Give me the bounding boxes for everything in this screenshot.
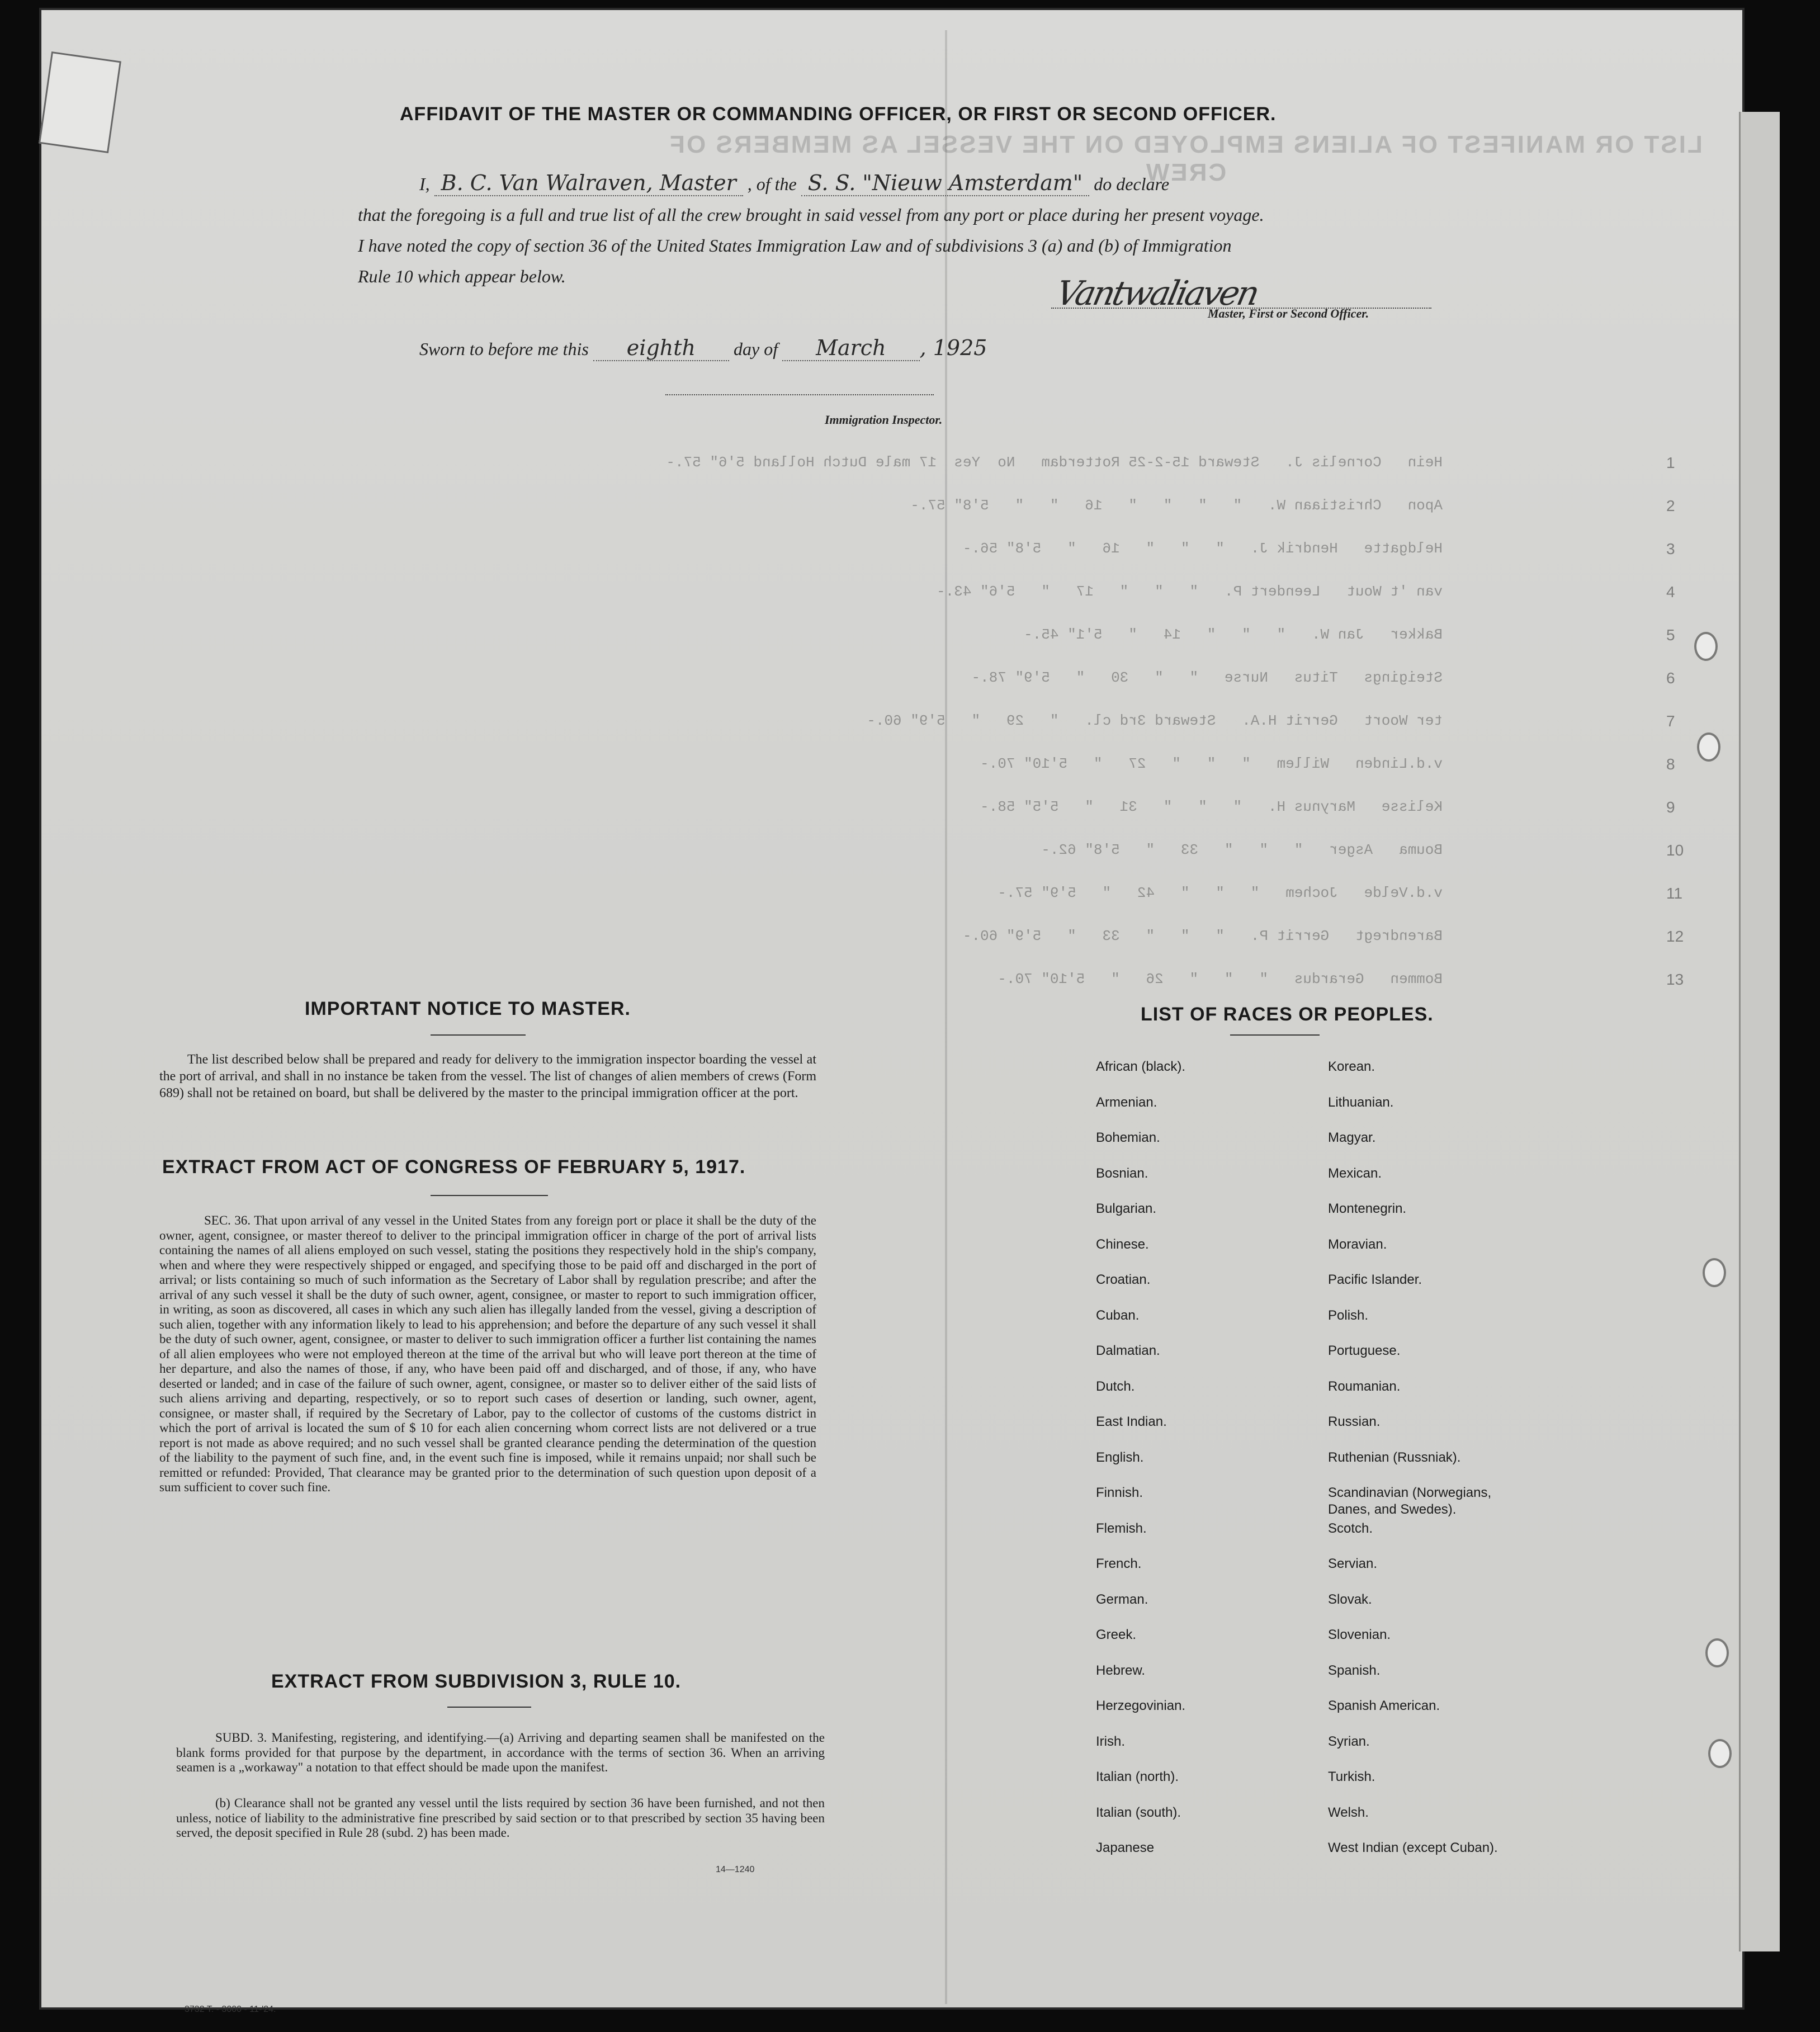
punch-hole <box>1697 733 1720 762</box>
extract-rule-rule <box>447 1707 531 1708</box>
race-item: Spanish. <box>1328 1662 1381 1678</box>
inspector-label: Immigration Inspector. <box>825 413 943 427</box>
bleed-through-row-number: 11 <box>1666 885 1683 902</box>
bleed-through-text: Bommen Gerardus " " " 26 " 5'10" 70.- <box>998 971 1443 987</box>
bleed-through-text: Barendregt Gerrit P. " " " 33 " 5'9" 60.- <box>962 928 1443 944</box>
bleed-through-row <box>212 971 1722 987</box>
race-item: Turkish. <box>1328 1769 1375 1784</box>
race-item: West Indian (except Cuban). <box>1328 1840 1498 1855</box>
race-item: Bosnian. <box>1096 1165 1148 1181</box>
notice-title: IMPORTANT NOTICE TO MASTER. <box>305 998 631 1019</box>
master-name: B. C. Van Walraven, Master <box>434 171 743 196</box>
bleed-through-row-number: 7 <box>1666 712 1675 730</box>
notice-body: The list described below shall be prepared and ready for delivery to the immigration inspector boarding the vessel at the port of arrival, and shall in no instance be taken from the vessel. The list of changes of alien members of crews (Form 689) shall not be retained on board, but shall be delivered by the master to the principal immigration officer at the port. <box>159 1052 816 1100</box>
race-item: Dutch. <box>1096 1378 1135 1394</box>
bleed-through-row-number: 10 <box>1666 842 1684 859</box>
bleed-through-text: Apon Christiaan W. " " " " 16 " " 5'8" 57.- <box>910 497 1443 514</box>
race-item: German. <box>1096 1591 1148 1607</box>
race-item: Irish. <box>1096 1733 1126 1749</box>
race-item: Chinese. <box>1096 1236 1149 1252</box>
bleed-through-row <box>212 583 1722 600</box>
affidavit-paragraph <box>358 168 1431 292</box>
page-edge <box>1739 112 1780 1951</box>
bleed-through-row <box>212 540 1722 557</box>
race-item: Moravian. <box>1328 1236 1387 1252</box>
bleed-through-row <box>212 928 1722 944</box>
sworn-year: , 1925 <box>919 335 987 360</box>
bleed-through-row-number: 8 <box>1666 755 1675 773</box>
declarant-mid: , of the <box>747 174 797 194</box>
race-item: Italian (north). <box>1096 1769 1179 1784</box>
bleed-through-row-number: 4 <box>1666 583 1675 601</box>
inspector-signature-line <box>665 394 934 395</box>
races-rule <box>1230 1034 1320 1036</box>
bleed-through-row <box>212 454 1722 471</box>
race-item: Japanese <box>1096 1840 1155 1855</box>
bleed-through-row <box>212 842 1722 858</box>
extract-rule-title: EXTRACT FROM SUBDIVISION 3, RULE 10. <box>271 1671 682 1692</box>
race-item: Slovak. <box>1328 1591 1372 1607</box>
bleed-through-row <box>212 712 1722 729</box>
extract-act-title: EXTRACT FROM ACT OF CONGRESS OF FEBRUARY 5, 1917. <box>162 1156 746 1178</box>
race-item: Lithuanian. <box>1328 1094 1394 1110</box>
race-item: Korean. <box>1328 1059 1375 1074</box>
declarant-suffix: do declare <box>1094 174 1170 194</box>
bleed-through-text: Bakker Jan W. " " " 14 " 5'1" 45.- <box>1024 626 1443 643</box>
race-item: Servian. <box>1328 1556 1378 1571</box>
race-item: East Indian. <box>1096 1414 1167 1429</box>
race-item: Portuguese. <box>1328 1343 1401 1358</box>
print-code: 3732 T. - 3000 - 11-'24. <box>185 2005 276 2014</box>
race-item: Roumanian. <box>1328 1378 1401 1394</box>
race-item: African (black). <box>1096 1059 1186 1074</box>
race-item: Bohemian. <box>1096 1130 1160 1145</box>
affidavit-line-3: I have noted the copy of section 36 of the United States Immigration Law and of subdivisions 3 (a) and (b) of Immigration <box>358 235 1232 256</box>
notice-rule <box>431 1034 526 1036</box>
extract-act-rule <box>431 1195 548 1196</box>
affidavit-title: AFFIDAVIT OF THE MASTER OR COMMANDING OFFICER, OR FIRST OR SECOND OFFICER. <box>400 103 1277 125</box>
race-item: Herzegovinian. <box>1096 1698 1186 1713</box>
bleed-through-row <box>212 497 1722 514</box>
master-signature: Vantwaliaven <box>1052 274 1261 313</box>
race-item: Dalmatian. <box>1096 1343 1160 1358</box>
corner-tab <box>39 51 121 153</box>
bleed-through-header: LIST OR MANIFEST OF ALIENS EMPLOYED ON THE VESSEL AS MEMBERS OF CREW <box>668 131 1703 186</box>
sworn-day: eighth <box>593 335 729 361</box>
extract-rule-body-a: SUBD. 3. Manifesting, registering, and identifying.—(a) Arriving and departing seamen shall be manifested on the blank forms provided for that purpose by the department, in accordance with the terms of section 36. When an arriving seamen is a „workaway" a notation to that effect should be made upon the manifest. <box>176 1731 825 1774</box>
race-item: Pacific Islander. <box>1328 1272 1422 1287</box>
page-fold <box>945 30 947 2004</box>
race-item: Syrian. <box>1328 1733 1370 1749</box>
bleed-through-text: Bouma Asger " " " 33 " 5'8" 62.- <box>1041 842 1443 858</box>
race-item: Cuban. <box>1096 1307 1140 1323</box>
bleed-through-text: van 't Wout Leendert P. " " " 17 " 5'6" 43.- <box>937 583 1443 600</box>
race-item: Bulgarian. <box>1096 1201 1157 1216</box>
sworn-month: March <box>782 335 920 361</box>
bleed-through-row-number: 3 <box>1666 540 1675 557</box>
bleed-through-row-number: 6 <box>1666 669 1675 687</box>
race-item: Scandinavian (Norwegians, Danes, and Swedes). <box>1328 1485 1492 1517</box>
race-item: French. <box>1096 1556 1142 1571</box>
bleed-through-text: v.d.Velde Jochem " " " 42 " 5'9" 57.- <box>998 885 1443 901</box>
race-item: Spanish American. <box>1328 1698 1440 1713</box>
race-item: Ruthenian (Russniak). <box>1328 1449 1461 1465</box>
race-item: Welsh. <box>1328 1804 1369 1820</box>
races-column-1 <box>1096 1058 1308 1875</box>
bleed-through-text: Heldgatte Hendrik J. " " " 16 " 5'8" 56.- <box>962 540 1443 557</box>
race-item: Montenegrin. <box>1328 1201 1407 1216</box>
affidavit-line-4: Rule 10 which appear below. <box>358 266 566 286</box>
sworn-prefix: Sworn to before me this <box>419 339 589 359</box>
signer-label: Master, First or Second Officer. <box>1208 306 1369 320</box>
bleed-through-row-number: 13 <box>1666 971 1684 988</box>
extract-act-body: SEC. 36. That upon arrival of any vessel in the United States from any foreign port or place it shall be the duty of the owner, agent, consignee, or master thereof to deliver to the principal immigration officer in charge of the port of arrival lists containing the names of all aliens employed on such vessel, stating the positions they respectively hold in the ship's company, when and where they were respectively shipped or engaged, and specifying those to be paid off and discharged in the port of arrival; or lists containing so much of such information as the Secretary of Labor shall by regulation prescribe; and after the arrival of any such vessel it shall be the duty of such owner, agent, consignee, or master to report to such immigration officer, in writing, as soon as discovered, all cases in which any such alien has illegally landed from the vessel, giving a description of such alien, together with any information likely to lead to his apprehension; and before the departure of any such vessel it shall be the duty of such owner, agent, consignee, or master to deliver to such immigration officer a further list containing the names of all alien employees who were not employed thereon at the time of the arrival but who will leave port thereon at the time of her departure, and also the names of those, if any, who have been paid off and discharged, and of those, if any, who have deserted or landed; and in case of the failure of such owner, agent, consignee, or master so to deliver either of the said lists of such aliens arriving and departing, respectively, or so to report such cases of desertion or landing, such owner, agent, consignee, or master shall, if required by the Secretary of Labor, pay to the collector of customs of the customs district in which the port of arrival is located the sum of $ 10 for each alien concerning whom correct lists are not delivered or a true report is not made as above required; and no such vessel shall be granted clearance pending the determination of the question of the liability to the payment of such fine, and, in the event such fine is imposed, while it remains unpaid; nor shall such be remitted or refunded: Provided, That clearance may be granted prior to the determination of such question upon deposit of a sum sufficient to cover such fine. <box>159 1213 816 1494</box>
race-item: Mexican. <box>1328 1165 1382 1181</box>
race-item: Finnish. <box>1096 1485 1143 1500</box>
bleed-through-row-number: 1 <box>1666 454 1675 471</box>
punch-hole <box>1694 632 1718 661</box>
declarant-prefix: I, <box>419 174 430 194</box>
race-item: Italian (south). <box>1096 1804 1181 1820</box>
punch-hole <box>1708 1739 1732 1768</box>
bleed-through-row <box>212 755 1722 772</box>
race-item: English. <box>1096 1449 1144 1465</box>
races-title: LIST OF RACES OR PEOPLES. <box>1141 1004 1434 1025</box>
race-item: Magyar. <box>1328 1130 1376 1145</box>
vessel-name: S. S. "Nieuw Amsterdam" <box>801 171 1090 196</box>
race-item: Armenian. <box>1096 1094 1157 1110</box>
bleed-through-text: Steigings Titus Nurse " " 30 " 5'9" 78.- <box>971 669 1443 686</box>
race-item: Greek. <box>1096 1627 1137 1642</box>
race-item: Russian. <box>1328 1414 1381 1429</box>
race-item: Croatian. <box>1096 1272 1151 1287</box>
bleed-through-text: Kelisse Marynus H. " " " 31 " 5'5" 58.- <box>980 798 1443 815</box>
bleed-through-text: Hein Cornelis J. Steward 15-2-25 Rotterdam No Yes 17 male Dutch Holland 5'6" 57.- <box>666 454 1443 471</box>
bleed-through-row-number: 5 <box>1666 626 1675 644</box>
affidavit-line-2: that the foregoing is a full and true list of all the crew brought in said vessel from any port or place during her present voyage. <box>358 205 1264 225</box>
punch-hole <box>1703 1258 1726 1287</box>
bleed-through-row-number: 12 <box>1666 928 1684 945</box>
punch-hole <box>1705 1638 1729 1667</box>
extract-rule-body-b: (b) Clearance shall not be granted any vessel until the lists required by section 36 have been furnished, and not then unless, notice of liability to the administrative fine prescribed by said section or to that prescribed by section 35 having been served, the deposit specified in Rule 28 (subd. 2) has been made. <box>176 1796 825 1840</box>
race-item: Hebrew. <box>1096 1662 1146 1678</box>
bleed-through-row-number: 9 <box>1666 798 1675 816</box>
form-code: 14—1240 <box>716 1865 755 1874</box>
race-item: Polish. <box>1328 1307 1369 1323</box>
bleed-through-row <box>212 798 1722 815</box>
races-column-2 <box>1328 1058 1518 1875</box>
bleed-through-row <box>212 885 1722 901</box>
bleed-through-text: v.d.Linden Willem " " " 27 " 5'10" 70.- <box>980 755 1443 772</box>
bleed-through-row <box>212 669 1722 686</box>
race-item: Slovenian. <box>1328 1627 1391 1642</box>
bleed-through-row-number: 2 <box>1666 497 1675 514</box>
bleed-through-row <box>212 626 1722 643</box>
sworn-mid: day of <box>733 339 778 359</box>
race-item: Scotch. <box>1328 1520 1373 1536</box>
bleed-through-text: ter Woort Gerrit H.A. Steward 3rd cl. " 29 " 5'9" 60.- <box>867 712 1443 729</box>
race-item: Flemish. <box>1096 1520 1147 1536</box>
sworn-line <box>419 333 1202 365</box>
